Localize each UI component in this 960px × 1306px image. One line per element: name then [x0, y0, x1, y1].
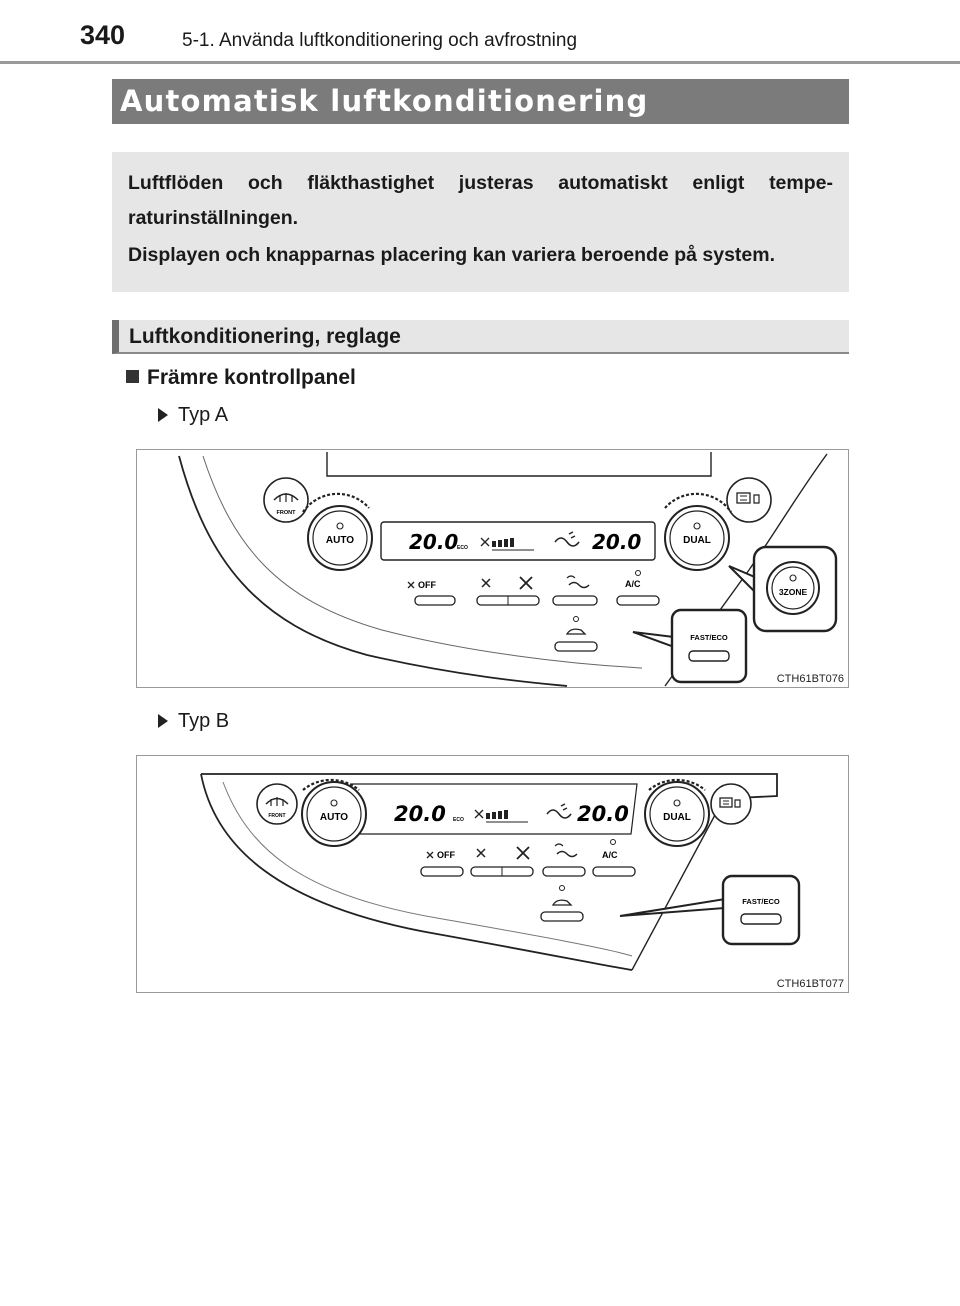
auto-label: AUTO	[325, 535, 355, 546]
front-defroster-button[interactable]	[264, 478, 308, 522]
section-title: Automatisk luftkonditionering	[112, 79, 849, 124]
type-b-label	[158, 710, 229, 733]
square-bullet-icon	[126, 370, 139, 383]
intro-box	[112, 152, 849, 292]
airflow-mode-button[interactable]	[553, 596, 597, 605]
intro-paragraph-2: Displayen och knapparnas placering kan variera beroende på system.	[128, 244, 776, 266]
figure-code: CTH61BT076	[776, 673, 844, 685]
fan-up-icon	[520, 577, 532, 589]
ac-button[interactable]	[593, 867, 635, 876]
front-label: FRONT	[268, 813, 286, 819]
ac-label: A/C	[602, 850, 618, 860]
type-b-panel-illustration	[137, 756, 850, 994]
figure-type-a	[136, 449, 849, 688]
dual-label: DUAL	[663, 812, 691, 823]
fan-off-button[interactable]	[421, 867, 463, 876]
fast-eco-callout	[723, 876, 799, 944]
airflow-mode-button[interactable]	[543, 867, 585, 876]
recirculation-icon	[567, 629, 585, 634]
left-temperature: 20.0	[409, 530, 459, 554]
3zone-button[interactable]: 3ZONE	[778, 587, 808, 597]
figure-type-b	[136, 755, 849, 993]
fast-eco-label: FAST/ECO	[742, 897, 780, 906]
subsection-title: Luftkonditionering, reglage	[112, 320, 849, 354]
ac-button[interactable]	[617, 596, 659, 605]
recirculation-button[interactable]	[555, 642, 597, 651]
fast-eco-callout	[672, 610, 746, 682]
right-temperature: 20.0	[577, 802, 629, 826]
figure-code: CTH61BT077	[776, 978, 844, 990]
type-b-label-text: Typ B	[178, 710, 230, 732]
windshield-airflow-icon	[555, 844, 577, 857]
dual-label: DUAL	[683, 535, 711, 546]
off-label: OFF	[437, 850, 455, 860]
fan-up-icon	[517, 847, 529, 859]
fast-eco-button[interactable]	[741, 914, 781, 924]
auto-knob[interactable]	[303, 494, 372, 570]
auto-label: AUTO	[319, 812, 349, 823]
windshield-airflow-icon	[567, 576, 589, 588]
header-divider	[0, 61, 960, 64]
type-a-panel-illustration	[137, 450, 850, 689]
fan-down-icon	[477, 849, 485, 857]
left-temperature: 20.0	[394, 802, 446, 826]
triangle-bullet-icon	[158, 714, 168, 728]
eco-indicator: ECO	[453, 817, 464, 823]
fast-eco-button[interactable]	[689, 651, 729, 661]
recirculation-button[interactable]	[541, 912, 583, 921]
fan-down-icon	[482, 579, 490, 587]
dual-knob[interactable]	[665, 494, 731, 570]
front-label: FRONT	[276, 510, 296, 516]
recirculation-icon	[553, 900, 571, 905]
front-defroster-button[interactable]	[257, 784, 297, 824]
eco-indicator: ECO	[457, 545, 468, 551]
fan-off-label	[427, 850, 455, 860]
chapter-title: 5-1. Använda luftkonditionering och avfrostning	[182, 30, 578, 51]
triangle-bullet-icon	[158, 408, 168, 422]
fan-off-button[interactable]	[415, 596, 455, 605]
fan-off-label	[408, 580, 436, 590]
off-label: OFF	[418, 580, 436, 590]
page-number: 340	[80, 20, 126, 50]
auto-knob[interactable]	[302, 780, 366, 846]
ac-label: A/C	[625, 579, 641, 589]
dual-knob[interactable]	[645, 780, 709, 846]
fast-eco-label: FAST/ECO	[690, 633, 728, 642]
panel-heading	[126, 366, 356, 390]
type-a-label-text: Typ A	[178, 404, 229, 426]
3zone-callout	[754, 547, 836, 631]
rear-defogger-button[interactable]	[711, 784, 751, 824]
type-a-label	[158, 404, 228, 427]
panel-heading-text: Främre kontrollpanel	[147, 366, 356, 389]
intro-paragraph-1: Luftflöden och fläkthastighet justeras automatiskt enligt tempe-raturinställningen.	[128, 172, 833, 229]
rear-defogger-button[interactable]	[727, 478, 771, 522]
right-temperature: 20.0	[592, 530, 642, 554]
climate-display	[381, 522, 655, 560]
